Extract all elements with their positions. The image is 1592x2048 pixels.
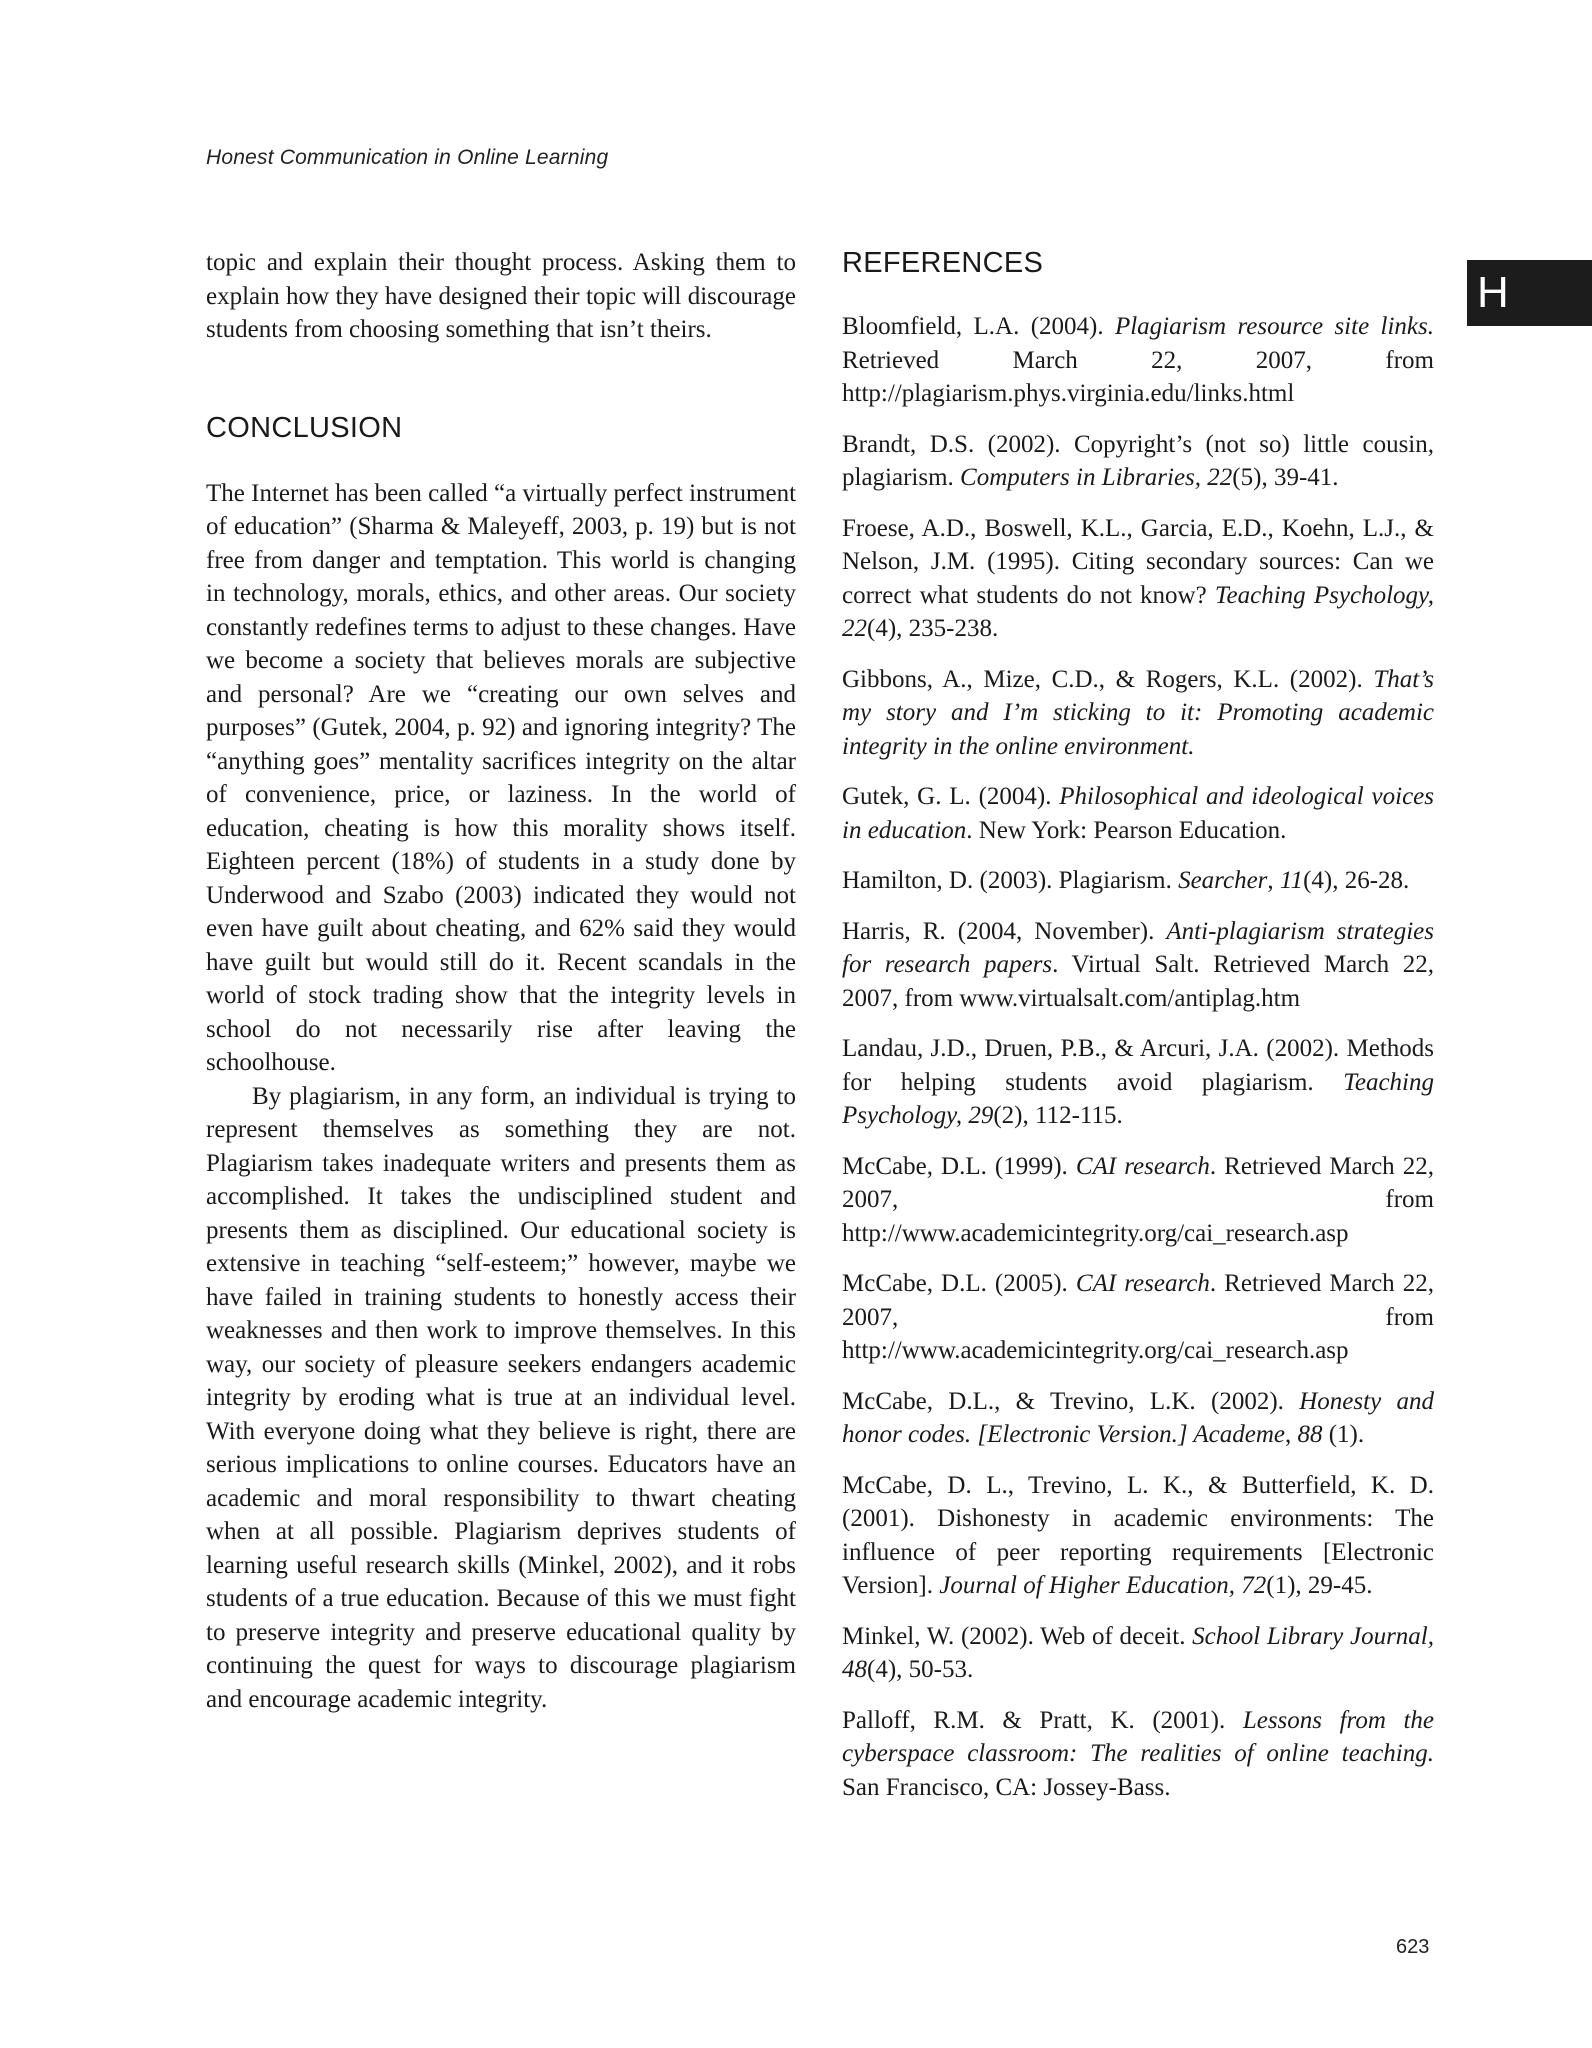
reference-entry: McCabe, D.L., & Trevino, L.K. (2002). Honesty and honor codes. [Electronic Version.] Academe, 88 (1). xyxy=(842,1387,1435,1448)
reference-entry: McCabe, D.L. (1999). CAI research. Retrieved March 22, 2007, from http://www.academicintegrity.org/cai_research.asp xyxy=(842,1152,1434,1247)
reference-entry: Brandt, D.S. (2002). Copyright’s (not so) little cousin, plagiarism. Computers in Libraries, 22(5), 39-41. xyxy=(842,430,1434,491)
reference-entry: McCabe, D.L. (2005). CAI research. Retrieved March 22, 2007, from http://www.academicintegrity.org/cai_research.asp xyxy=(842,1270,1434,1364)
reference-entry: Gibbons, A., Mize, C.D., & Rogers, K.L. (2002). That’s my story and I’m sticking to it: Promoting academic integrity in the online environment. xyxy=(842,665,1434,760)
reference-entry: Palloff, R.M. & Pratt, K. (2001). Lessons from the cyberspace classroom: The realities of online teaching. San Francisco, CA: Jossey-Bass. xyxy=(842,1706,1434,1801)
reference-entry: Landau, J.D., Druen, P.B., & Arcuri, J.A. (2002). Methods for helping students avoid plagiarism. Teaching Psychology, 29(2), 112-115. xyxy=(842,1035,1434,1129)
running-header: Honest Communication in Online Learning xyxy=(206,146,609,169)
right-column xyxy=(842,246,1434,1821)
reference-entry: Bloomfield, L.A. (2004). Plagiarism resource site links. Retrieved March 22, 2007, from http://plagiarism.phys.virginia.edu/links.html xyxy=(842,313,1434,407)
references-heading: REFERENCES xyxy=(842,247,1044,279)
conclusion-paragraph: The Internet has been called “a virtually perfect instrument of education” (Sharma & Maleyeff, 2003, p. 19) but is not free from danger and temptation. This world is changing in technology, morals, ethics, and other areas. Our society constantly redefines terms to adjust to these changes. Have we become a society that believes morals are subjective and personal? Are we “creating our own selves and purposes” (Gutek, 2004, p. 92) and ignoring integrity? The “anything goes” mentality sacrifices integrity on the altar of convenience, price, or laziness. In the world of education, cheating is how this morality shows itself. Eighteen percent (18%) of students in a study done by Underwood and Szabo (2003) indicated they would not even have guilt about cheating, and 62% said they would have guilt but would still do it. Recent scandals in the world of stock trading show that the integrity levels in school do not necessarily rise after leaving the schoolhouse. xyxy=(206,479,797,1076)
reference-entry: Froese, A.D., Boswell, K.L., Garcia, E.D., Koehn, L.J., & Nelson, J.M. (1995). Citing secondary sources: Can we correct what students do not know? Teaching Psychology, 22(4), 235-238. xyxy=(842,514,1434,642)
reference-entry: Minkel, W. (2002). Web of deceit. School Library Journal, 48(4), 50-53. xyxy=(842,1622,1434,1683)
conclusion-paragraph: By plagiarism, in any form, an individual is trying to represent themselves as something they are not. Plagiarism takes inadequate writers and presents them as accomplished. It takes the undisciplined student and presents them as disciplined. Our educational society is extensive in teaching “self-esteem;” however, maybe we have failed in training students to honestly access their weaknesses and then work to improve themselves. In this way, our society of pleasure seekers endangers academic integrity by eroding what is true at an individual level. With everyone doing what they believe is right, there are serious implications to online courses. Educators have an academic and moral responsibility to thwart cheating when at all possible. Plagiarism deprives students of learning useful research skills (Minkel, 2002), and it robs students of a true education. Because of this we must fight to preserve integrity and preserve educational quality by continuing the quest for ways to discourage plagiarism and encourage academic integrity. xyxy=(206,1082,796,1713)
conclusion-heading: CONCLUSION xyxy=(206,411,403,444)
reference-entry: Harris, R. (2004, November). Anti-plagiarism strategies for research papers. Virtual Salt. Retrieved March 22, 2007, from www.virtualsalt.com/antiplag.htm xyxy=(842,917,1434,1012)
intro-paragraph: topic and explain their thought process. Asking them to explain how they have designed their topic will discourage students from choosing something that isn’t theirs. xyxy=(206,249,796,343)
reference-entry: Hamilton, D. (2003). Plagiarism. Searcher, 11(4), 26-28. xyxy=(842,867,1410,894)
reference-entry: Gutek, G. L. (2004). Philosophical and ideological voices in education. New York: Pearson Education. xyxy=(842,783,1434,844)
left-column xyxy=(206,246,796,1716)
page-number: 623 xyxy=(1396,1936,1430,1958)
reference-entry: McCabe, D. L., Trevino, L. K., & Butterfield, K. D. (2001). Dishonesty in academic environments: The influence of peer reporting requirements [Electronic Version]. Journal of Higher Education, 72(1), 29-45. xyxy=(842,1471,1434,1599)
thumb-index-tab: H xyxy=(1467,260,1592,326)
